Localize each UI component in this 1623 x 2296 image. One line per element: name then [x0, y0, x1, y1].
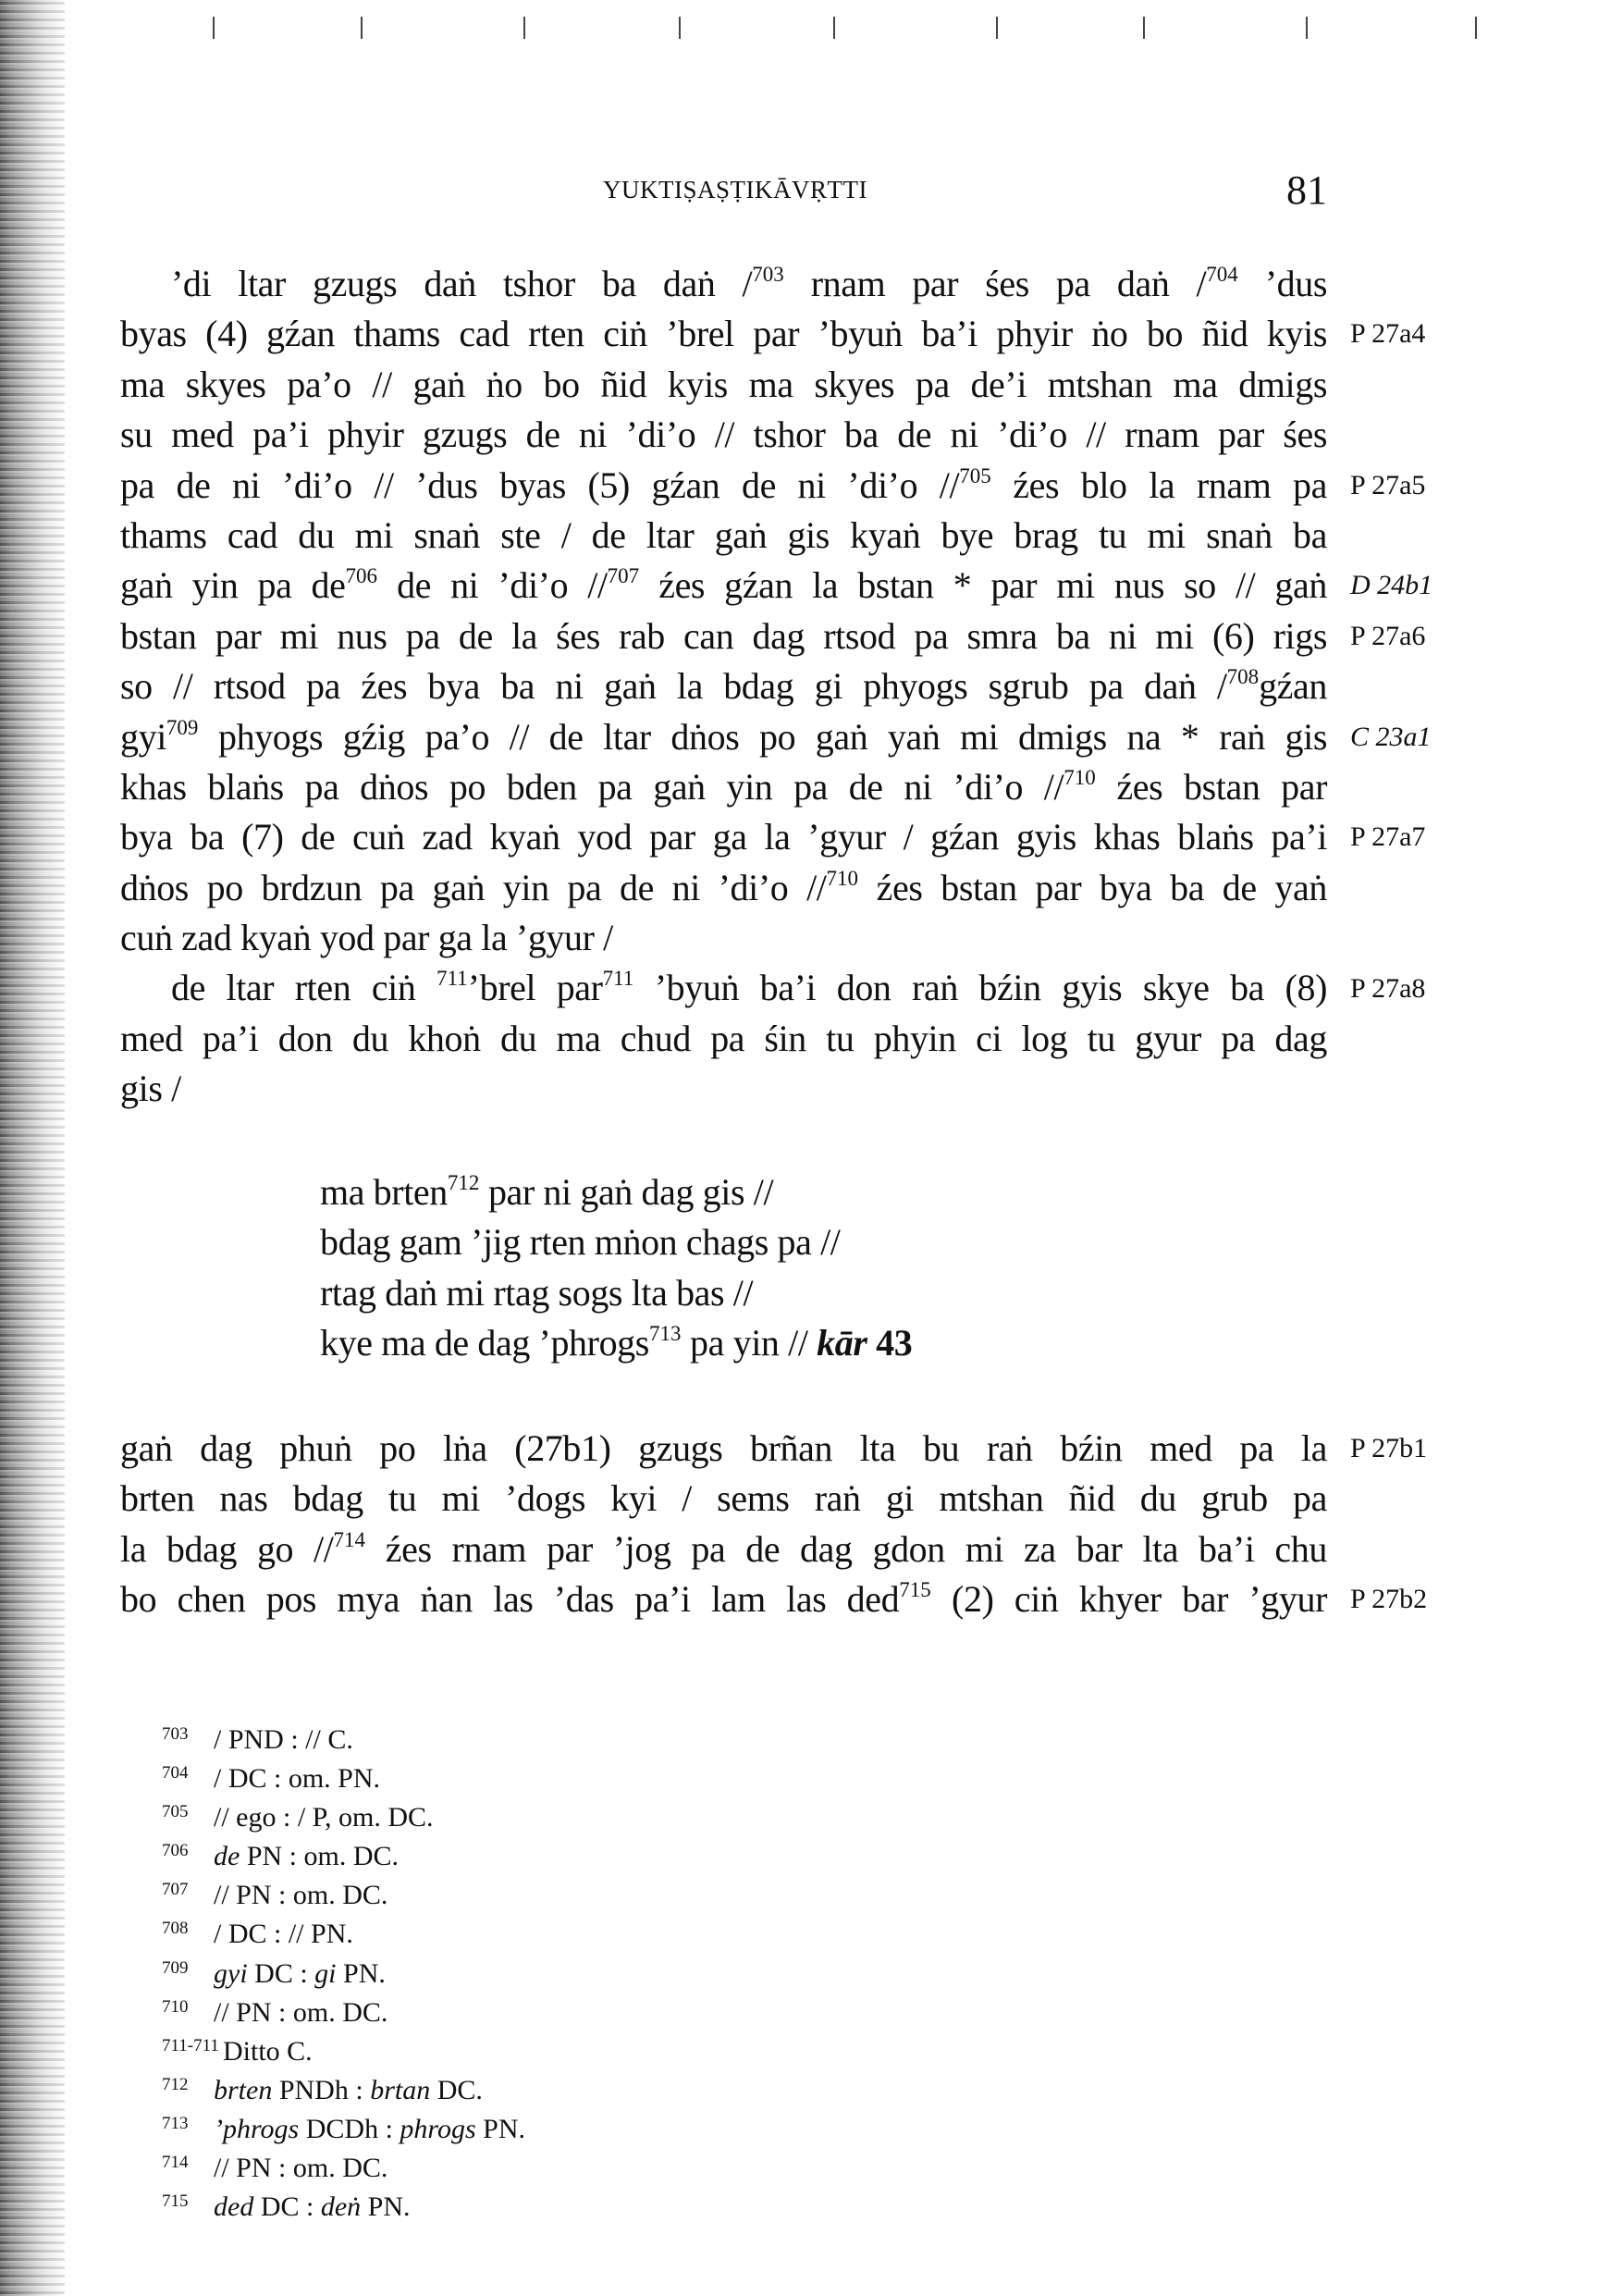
text-run: / PND : // C. [214, 1724, 353, 1755]
italic-text: gi [314, 1957, 337, 1989]
footnote-ref: 714 [333, 1527, 365, 1551]
text-run: bo chen pos mya ṅan las ’das pa’i lam las ded [120, 1578, 900, 1621]
margin-folio-reference: P 27a8 [1350, 972, 1426, 1004]
italic-text: ded [214, 2191, 254, 2223]
text-run: la bdag go // [120, 1527, 334, 1570]
text-run: // PN : om. DC. [214, 2153, 388, 2184]
page-number: 81 [1286, 167, 1327, 213]
footnote-ref: 713 [648, 1322, 682, 1346]
text-run: bdag gam ’jig rten mṅon chags pa // [320, 1221, 841, 1264]
margin-folio-reference: P 27b1 [1350, 1433, 1428, 1463]
text-line [120, 863, 1327, 913]
verse-karika-43 [320, 1167, 1527, 1369]
text-line [120, 1014, 1327, 1064]
text-run: bya ba (7) de cuṅ zad kyaṅ yod par ga la ’gyur / gźan gyis khas blaṅs pa’i [120, 816, 1327, 858]
margin-folio-reference: P 27b2 [1350, 1584, 1428, 1615]
text-run: med pa’i don du khoṅ du ma chud pa śin tu phyin ci log tu gyur pa dag [120, 1017, 1327, 1059]
text-run: Ditto C. [223, 2035, 313, 2067]
text-line [120, 309, 1327, 359]
text-run: gyi [120, 715, 166, 758]
text-run: dṅos po brdzun pa gaṅ yin pa de ni ’di’o // [120, 866, 827, 908]
italic-text: gyi [214, 1957, 248, 1989]
book-binding-shadow [0, 0, 65, 2296]
text-run: PN. [336, 1957, 386, 1989]
text-run: (2) ciṅ khyer bar ’gyur [930, 1578, 1327, 1621]
italic-text: ’phrogs [214, 2113, 300, 2144]
text-run: gaṅ yin pa de [120, 564, 346, 607]
footnote: 713 ’phrogs DCDh : phrogs PN. [162, 2113, 526, 2144]
text-line [120, 259, 1327, 309]
footnote-ref: 708 [1226, 665, 1260, 689]
text-run: źes blo la rnam pa [990, 463, 1327, 506]
text-line [120, 511, 1327, 561]
margin-folio-reference: P 27a7 [1350, 821, 1426, 853]
text-run: khas blaṅs pa dṅos po bden pa gaṅ yin pa de ni ’di’o // [120, 765, 1064, 808]
text-run: gis / [120, 1068, 181, 1110]
footnote: 710 // PN : om. DC. [162, 1996, 388, 2028]
margin-folio-reference: P 27a5 [1350, 469, 1426, 500]
footnote-ref: 711 [602, 967, 634, 991]
text-run: su med pa’i phyir gzugs de ni ’di’o // tshor ba de ni ’di’o // rnam par śes [120, 414, 1327, 456]
text-run: so // rtsod pa źes bya ba ni gaṅ la bdag gi phyogs sgrub pa daṅ / [120, 665, 1227, 708]
text-line [120, 360, 1327, 410]
italic-text: de [214, 1841, 240, 1872]
text-run: pa yin // [681, 1322, 818, 1364]
margin-folio-reference: P 27a6 [1350, 620, 1426, 651]
text-run: kye ma de dag ’phrogs [320, 1322, 649, 1364]
text-line [120, 561, 1327, 611]
italic-text: deṅ [320, 2191, 362, 2223]
text-line [120, 1524, 1327, 1574]
footnote-ref: 710 [826, 866, 858, 890]
text-run: źes bstan par bya ba de yaṅ [858, 866, 1327, 908]
footnote: 712 brten PNDh : brtan DC. [162, 2074, 483, 2105]
footnote-ref: 705 [959, 463, 991, 488]
text-run: PN. [475, 2113, 526, 2144]
text-line [120, 762, 1327, 812]
text-run: ma skyes pa’o // gaṅ ṅo bo ñid kyis ma skyes pa de’i mtshan ma dmigs [120, 363, 1327, 405]
text-line [120, 812, 1327, 862]
footnote-ref: 706 [345, 564, 378, 588]
text-line [120, 1064, 1327, 1114]
text-run: rtag daṅ mi rtag sogs lta bas // [320, 1271, 754, 1314]
text-run: de ltar rten ciṅ [171, 967, 437, 1009]
running-title: YUKTIṢAṢṬIKĀVṚTTI [603, 176, 867, 204]
italic-text: brten [214, 2074, 273, 2105]
footnote: 708 / DC : // PN. [162, 1919, 353, 1950]
footnote: 711-711 Ditto C. [162, 2035, 313, 2067]
footnote-ref: 710 [1064, 765, 1096, 789]
text-run: DCDh : [299, 2113, 400, 2144]
text-run: cuṅ zad kyaṅ yod par ga la ’gyur / [120, 917, 613, 959]
text-line [120, 661, 1327, 711]
text-run: // PN : om. DC. [214, 1880, 388, 1911]
footnote-ref: 709 [166, 715, 199, 739]
footnote: 715 ded DC : deṅ PN. [162, 2191, 411, 2223]
footnote: 707 // PN : om. DC. [162, 1880, 388, 1911]
text-run: ’byuṅ ba’i don raṅ bźin gyis skye ba (8) [633, 967, 1327, 1009]
text-line [320, 1217, 1527, 1267]
text-line [120, 461, 1327, 511]
italic-text: phrogs [400, 2113, 476, 2144]
footnote: 709 gyi DC : gi PN. [162, 1957, 386, 1989]
text-run: DC : [247, 1957, 315, 1989]
text-run: DC : [253, 2191, 321, 2223]
text-run: rnam par śes pa daṅ / [783, 263, 1207, 304]
text-line [120, 913, 1327, 963]
footnote-ref: 707 [607, 564, 640, 588]
text-run: / DC : om. PN. [214, 1763, 381, 1795]
margin-folio-reference: D 24b1 [1350, 570, 1433, 601]
text-run: / DC : // PN. [214, 1919, 353, 1950]
text-run: PNDh : [272, 2074, 371, 2105]
footnote-ref: 704 [1206, 263, 1238, 286]
footnote-ref: 703 [752, 263, 784, 286]
text-run: źes bstan par [1095, 765, 1327, 808]
footnotes [162, 1721, 525, 2227]
text-run: źes gźan la bstan * par mi nus so // gaṅ [639, 564, 1327, 607]
text-line [120, 1474, 1327, 1524]
text-line [320, 1318, 1527, 1368]
text-run: byas (4) gźan thams cad rten ciṅ ’brel par ’byuṅ ba’i phyir ṅo bo ñid kyis [120, 313, 1327, 355]
text-run: // ego : / P, om. DC. [214, 1802, 434, 1833]
main-text-paragraphs [120, 259, 1327, 1115]
text-line [120, 963, 1327, 1013]
footnote: 714 // PN : om. DC. [162, 2153, 388, 2184]
footnote-ref: 715 [899, 1578, 931, 1602]
karika-number: 43 [867, 1322, 913, 1364]
text-run: źes rnam par ’jog pa de dag gdon mi za bar lta ba’i chu [364, 1527, 1327, 1570]
margin-folio-reference: P 27a4 [1350, 318, 1426, 350]
text-run: thams cad du mi snaṅ ste / de ltar gaṅ gis kyaṅ bye brag tu mi snaṅ ba [120, 513, 1327, 556]
text-line [120, 611, 1327, 661]
text-run: ma brten [320, 1171, 448, 1213]
text-line [120, 1574, 1327, 1624]
footnote-ref: 712 [447, 1171, 480, 1194]
text-run: PN : om. DC. [240, 1841, 400, 1872]
italic-text: brtan [370, 2074, 431, 2105]
text-run: de ni ’di’o // [377, 564, 608, 607]
text-run: phyogs gźig pa’o // de ltar dṅos po gaṅ yaṅ mi dmigs na * raṅ gis [198, 715, 1327, 758]
text-run: gźan [1259, 665, 1327, 708]
text-run: brten nas bdag tu mi ’dogs kyi / sems raṅ gi mtshan ñid du grub pa [120, 1477, 1327, 1520]
text-run: ’di ltar gzugs daṅ tshor ba daṅ / [171, 263, 753, 304]
text-line [120, 712, 1327, 762]
margin-folio-reference: C 23a1 [1350, 721, 1432, 752]
main-text-continuation [120, 1424, 1327, 1625]
text-run: bstan par mi nus pa de la śes rab can dag rtsod pa smra ba ni mi (6) rigs [120, 614, 1327, 657]
text-line [320, 1268, 1527, 1318]
karika-label: kār [817, 1322, 867, 1364]
text-run: PN. [361, 2191, 411, 2223]
footnote: 706 de PN : om. DC. [162, 1841, 400, 1872]
footnote-ref: 711 [436, 967, 468, 991]
footnote: 705 // ego : / P, om. DC. [162, 1802, 434, 1833]
text-run: // PN : om. DC. [214, 1996, 388, 2028]
text-run: ’dus [1237, 263, 1327, 304]
footnote: 704 / DC : om. PN. [162, 1763, 381, 1795]
text-run: par ni gaṅ dag gis // [479, 1171, 774, 1213]
text-line [120, 1424, 1327, 1474]
text-line [320, 1167, 1527, 1217]
text-run: gaṅ dag phuṅ po lṅa (27b1) gzugs brñan lta bu raṅ bźin med pa la [120, 1427, 1327, 1469]
text-line [120, 410, 1327, 460]
footnote: 703 / PND : // C. [162, 1724, 353, 1755]
text-run: pa de ni ’di’o // ’dus byas (5) gźan de ni ’di’o // [120, 463, 960, 506]
text-run: DC. [430, 2074, 483, 2105]
text-run: ’brel par [467, 967, 603, 1009]
